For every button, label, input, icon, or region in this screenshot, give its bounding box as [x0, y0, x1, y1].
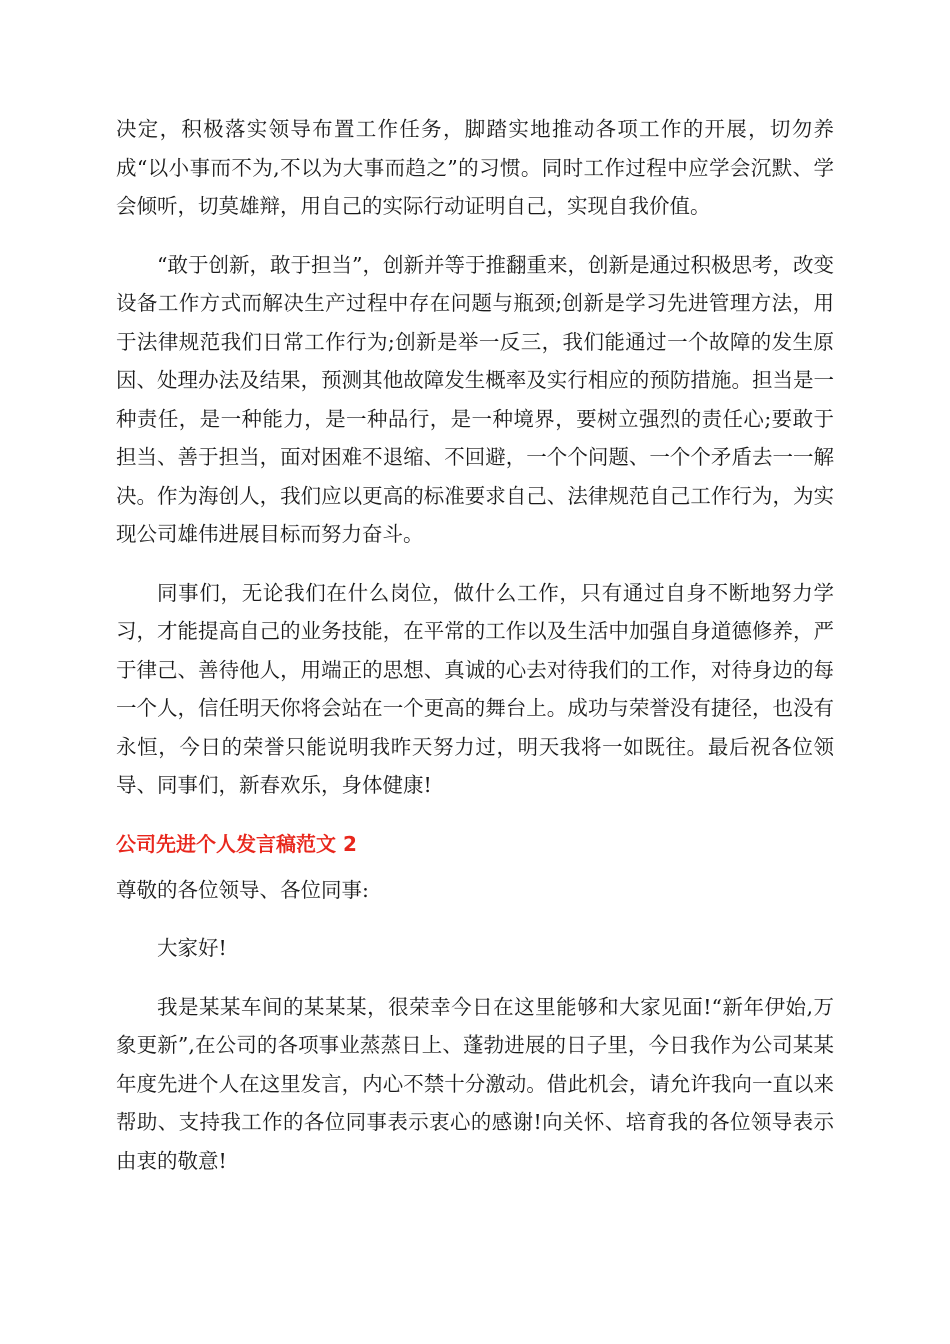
- paragraph-continuation: 决定，积极落实领导布置工作任务，脚踏实地推动各项工作的开展，切勿养成“以小事而不为,不以为大事而趋之”的习惯。同时工作过程中应学会沉默、学会倾听，切莫雄辩，用自己的实际行动证明自己，实现自我价值。: [116, 117, 834, 218]
- document-page: [116, 110, 834, 1180]
- paragraph-colleagues: 同事们，无论我们在什么岗位，做什么工作，只有通过自身不断地努力学习，才能提高自己的业务技能，在平常的工作以及生活中加强自身道德修养，严于律己、善待他人，用端正的思想、真诚的心去对待我们的工作，对待身边的每一个人，信任明天你将会站在一个更高的舞台上。成功与荣誉没有捷径，也没有永恒，今日的荣誉只能说明我昨天努力过，明天我将一如既往。最后祝各位领导、同事们，新春欢乐，身体健康!: [116, 580, 834, 797]
- paragraph-introduction: 我是某某车间的某某某，很荣幸今日在这里能够和大家见面!“新年伊始,万象更新”,在公司的各项事业蒸蒸日上、蓬勃进展的日子里，今日我作为公司某某年度先进个人在这里发言，内心不禁十分激动。借此机会，请允许我向一直以来帮助、支持我工作的各位同事表示衷心的感谢!向关怀、培育我的各位领导表示由衷的敬意!: [116, 994, 834, 1173]
- greeting: 大家好!: [157, 936, 227, 960]
- salutation: 尊敬的各位领导、各位同事:: [116, 877, 369, 902]
- section-heading: 公司先进个人发言稿范文 2: [116, 831, 357, 856]
- paragraph-innovation: “敢于创新，敢于担当”，创新并等于推翻重来，创新是通过积极思考，改变设备工作方式而解决生产过程中存在问题与瓶颈;创新是学习先进管理方法，用于法律规范我们日常工作行为;创新是举一反三，我们能通过一个故障的发生原因、处理办法及结果，预测其他故障发生概率及实行相应的预防措施。担当是一种责任，是一种能力，是一种品行，是一种境界，要树立强烈的责任心;要敢于担当、善于担当，面对困难不退缩、不回避，一个个问题、一个个矛盾去一一解决。作为海创人，我们应以更高的标准要求自己、法律规范自己工作行为，为实现公司雄伟进展目标而努力奋斗。: [116, 252, 834, 546]
